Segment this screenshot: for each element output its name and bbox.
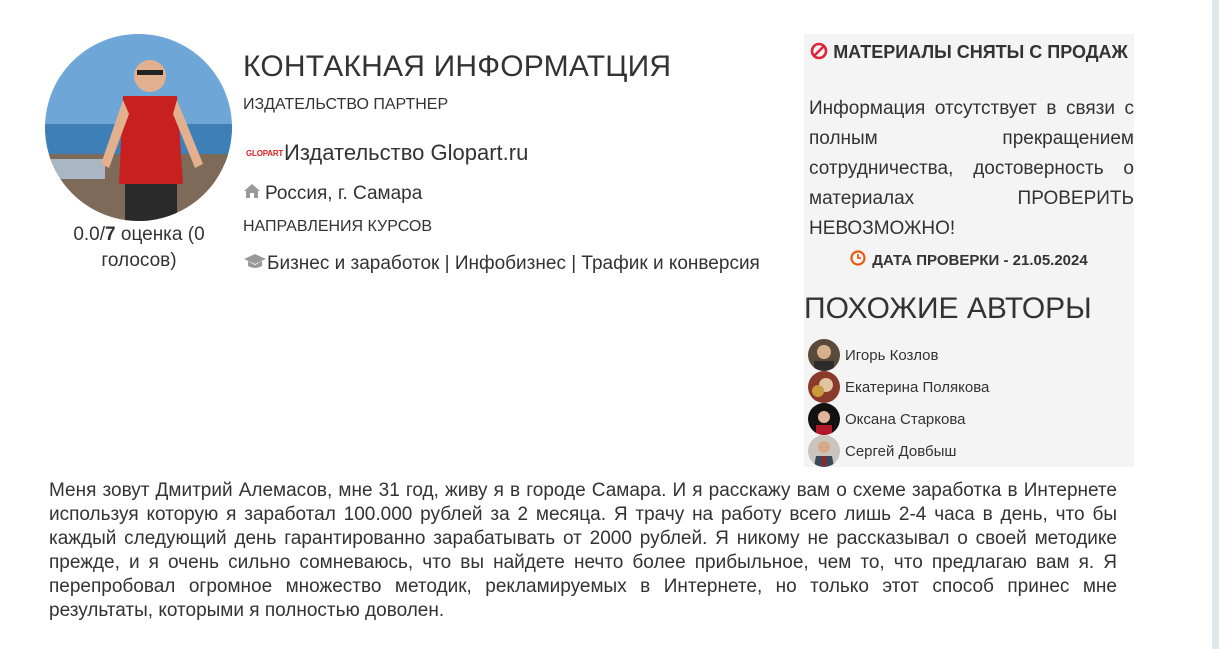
author-avatar <box>808 371 840 403</box>
author-avatar <box>808 339 840 371</box>
author-name: Сергей Довбыш <box>845 442 957 460</box>
sidebar <box>804 34 1134 467</box>
author-name: Оксана Старкова <box>845 410 966 428</box>
similar-author-item[interactable] <box>808 339 938 371</box>
page-edge-decoration <box>1212 0 1219 649</box>
similar-author-item[interactable] <box>808 435 956 467</box>
similar-author-item[interactable] <box>808 371 989 403</box>
check-date: ДАТА ПРОВЕРКИ - 21.05.2024 <box>804 250 1134 270</box>
warning-text: Информация отсутствует в связи с полным прекращением сотрудничества, достоверность о материалах ПРОВЕРИТЬ НЕВОЗМОЖНО! <box>809 98 1134 239</box>
author-name: Екатерина Полякова <box>845 378 990 396</box>
home-icon <box>243 183 261 205</box>
author-name: Игорь Козлов <box>845 346 939 364</box>
location-text: Россия, г. Самара <box>265 183 423 204</box>
similar-author-item[interactable] <box>808 403 965 435</box>
clock-icon <box>850 250 866 270</box>
publisher-link[interactable] <box>246 140 528 166</box>
glopart-logo-icon: GLOPART <box>246 148 284 158</box>
author-bio: Меня зовут Дмитрий Алемасов, мне 31 год, живу я в городе Самара. И я расскажу вам о схеме заработка в Интернете используя которую я заработал 100.000 рублей за 2 месяца. Я трачу на работу всего лишь 2-4 часа в день, что бы каждый следующий день гарантированно зарабатывать от 2000 рублей. Я никому не рассказывал о своей методике прежде, и я очень сильно сомневаюсь, что вы найдете нечто более прибыльное, чем то, что предлагаю вам я. Я перепробовал огромное множество методик, рекламируемых в Интернете, но только этот способ принес мне результаты, которыми я полностью доволен. <box>49 480 1117 621</box>
author-avatar <box>45 34 232 221</box>
warning-title: МАТЕРИАЛЫ СНЯТЫ С ПРОДАЖ <box>804 37 1134 67</box>
author-avatar <box>808 403 840 435</box>
directions-title: НАПРАВЛЕНИЯ КУРСОВ <box>243 218 433 235</box>
publisher-name: Издательство Glopart.ru <box>284 140 529 165</box>
directions-text: Бизнес и заработок | Инфобизнес | Трафик и конверсия <box>267 253 760 274</box>
page-title: КОНТАКНАЯ ИНФОРМАТЦИЯ <box>243 50 672 83</box>
location <box>243 183 422 205</box>
similar-authors-title: ПОХОЖИЕ АВТОРЫ <box>804 292 1092 325</box>
ban-icon <box>810 42 833 62</box>
rating-text: 0.0/7 оценка (0 голосов) <box>73 224 205 271</box>
directions <box>243 253 760 275</box>
graduation-cap-icon <box>243 253 267 275</box>
author-avatar <box>808 435 840 467</box>
publisher-subtitle: ИЗДАТЕЛЬСТВО ПАРТНЕР <box>243 96 449 113</box>
